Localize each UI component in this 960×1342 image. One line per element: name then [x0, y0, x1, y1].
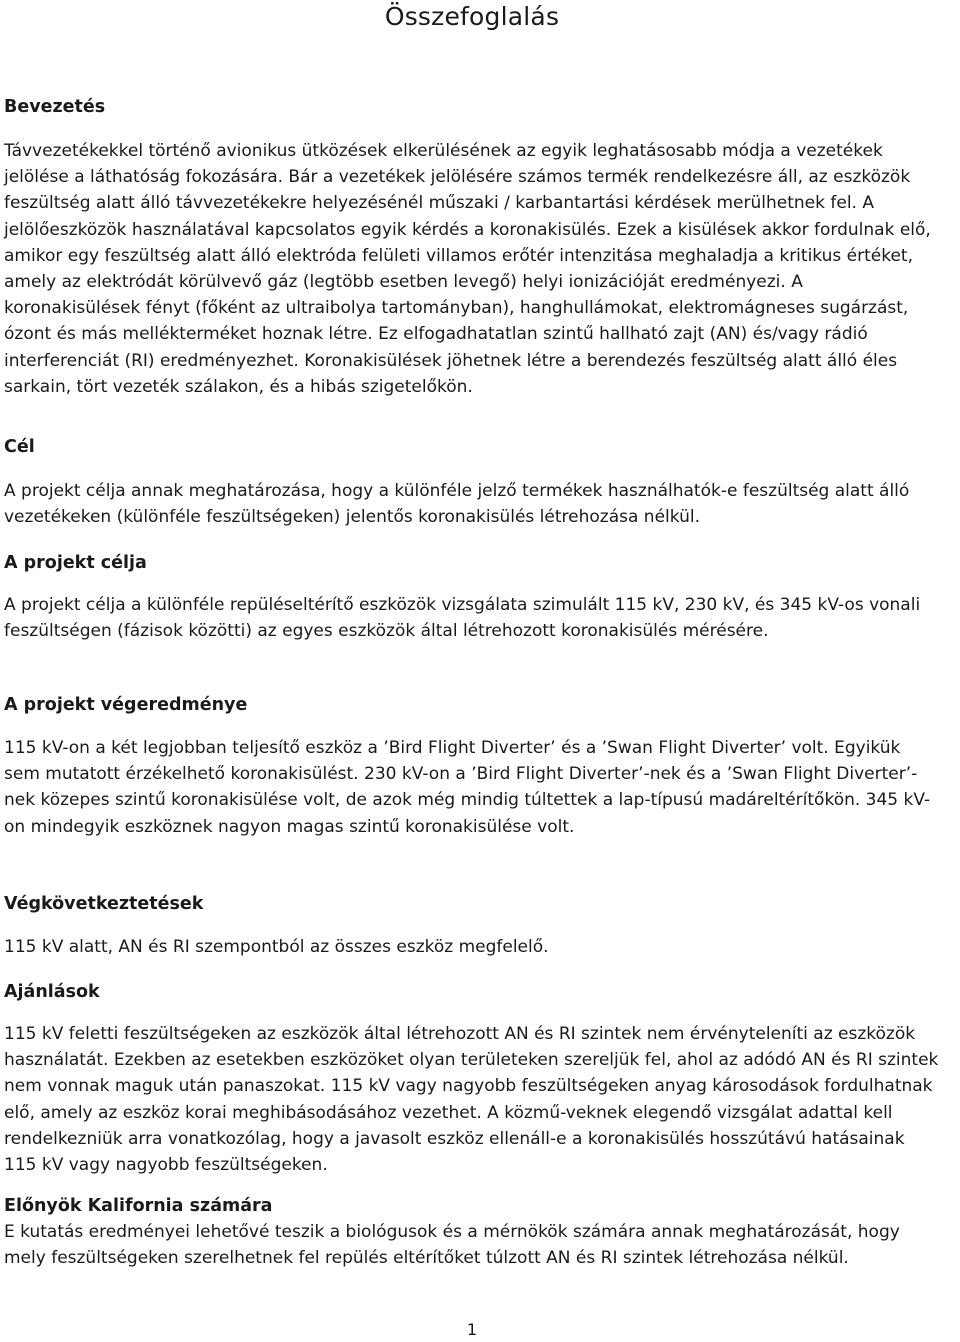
- section-heading-projekt-celja: A projekt célja: [4, 553, 147, 573]
- section-heading-ajanlasok: Ajánlások: [4, 982, 100, 1002]
- section-body-bevezetes: Távvezetékekkel történő avionikus ütközések elkerülésének az egyik leghatásosabb módja a vezetékek jelölése a láthatóság fokozására. Bár a vezetékek jelölésére számos termék rendelkezésre áll, az eszközök feszültség alatt álló távvezetékekre helyezésénél műszaki / karbantartási kérdések merülhetnek fel. A jelölőeszközök használatával kapcsolatos egyik kérdés a koronakisülés. Ezek a kisülések akkor fordulnak elő, amikor egy feszültség alatt álló elektróda felületi villamos erőtér intenzitása meghaladja a kritikus értéket, amely az elektródát körülvevő gáz (legtöbb esetben levegő) helyi ionizációját eredményezi. A koronakisülések fényt (főként az ultraibolya tartományban), hanghullámokat, elektromágneses sugárzást, ózont és más mellékterméket hoznak létre. Ez elfogadhatatlan szintű hallható zajt (AN) és/vagy rádió interferenciát (RI) eredményezhet. Koronakisülések jöhetnek létre a berendezés feszültség alatt álló éles sarkain, tört vezeték szálakon, és a hibás szigetelőkön.: [4, 141, 931, 397]
- section-heading-vegkovetkeztetesek: Végkövetkeztetések: [4, 894, 204, 914]
- section-body-elonyok: E kutatás eredményei lehetővé teszik a biológusok és a mérnökök számára annak meghatározását, hogy mely feszültségeken szerelhetnek fel repülés eltérítőket túlzott AN és RI szintek létrehozása nélkül.: [4, 1222, 900, 1269]
- section-body-cel: A projekt célja annak meghatározása, hogy a különféle jelző termékek használhatók-e feszültség alatt álló vezetékeken (különféle feszültségeken) jelentős koronakisülés létrehozása nélkül.: [4, 481, 910, 528]
- section-heading-cel: Cél: [4, 437, 35, 457]
- document-page: [4, 0, 940, 1339]
- section-heading-bevezetes: Bevezetés: [4, 97, 106, 117]
- page-number: 1: [466, 1320, 478, 1339]
- section-heading-elonyok: Előnyök Kalifornia számára: [4, 1196, 273, 1216]
- section-body-projekt-celja: A projekt célja a különféle repüléseltérítő eszközök vizsgálata szimulált 115 kV, 230 kV, és 345 kV-os vonali feszültségen (fázisok közötti) az egyes eszközök által létrehozott koronakisülés mérésére.: [4, 595, 921, 642]
- section-body-ajanlasok: 115 kV feletti feszültségeken az eszközök által létrehozott AN és RI szintek nem érvényteleníti az eszközök használatát. Ezekben az esetekben eszközöket olyan területeken szereljük fel, ahol az adódó AN és RI szintek nem vonnak maguk után panaszokat. 115 kV vagy nagyobb feszültségeken anyag károsodások fordulhatnak elő, amely az eszköz korai meghibásodásához vezethet. A közmű-veknek elegendő vizsgálat adattal kell rendelkezniük arra vonatkozólag, hogy a javasolt eszköz ellenáll-e a koronakisülés hosszútávú hatásainak 115 kV vagy nagyobb feszültségeken.: [4, 1024, 939, 1176]
- page-title: Összefoglalás: [384, 2, 560, 31]
- section-body-vegkovetkeztetesek: 115 kV alatt, AN és RI szempontból az összes eszköz megfelelő.: [4, 937, 549, 957]
- section-body-vegeredmeny: 115 kV-on a két legjobban teljesítő eszköz a ’Bird Flight Diverter’ és a ’Swan Flight Diverter’ volt. Egyikük sem mutatott érzékelhető koronakisülést. 230 kV-on a ’Bird Flight Diverter’-nek és a ’Swan Flight Diverter’-nek közepes szintű koronakisülése volt, de azok még mindig túltettek a lap-típusú madáreltérítőkön. 345 kV-on mindegyik eszköznek nagyon magas szintű koronakisülése volt.: [4, 738, 931, 837]
- section-heading-vegeredmeny: A projekt végeredménye: [4, 695, 248, 715]
